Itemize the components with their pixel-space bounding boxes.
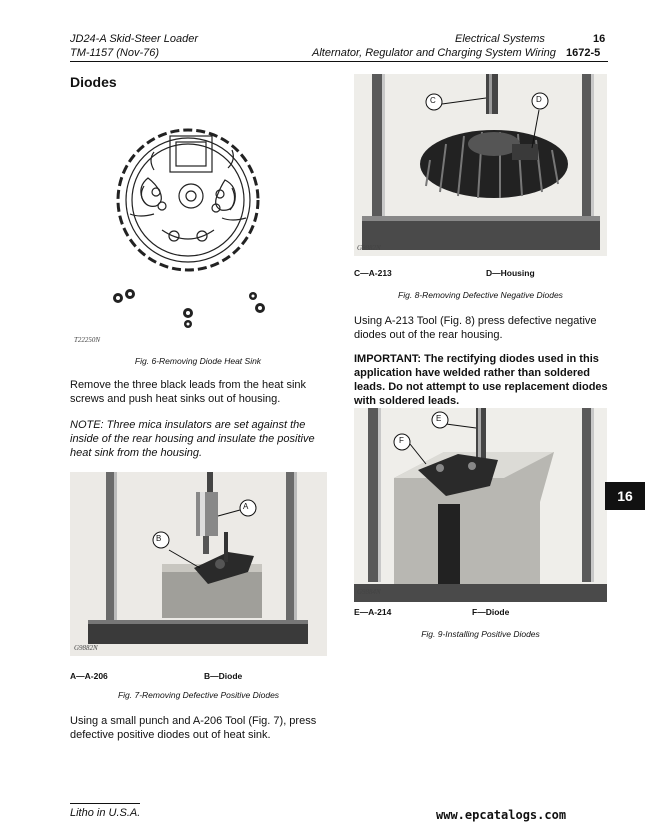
callout-f: F xyxy=(399,436,404,445)
header-manual: TM-1157 (Nov-76) xyxy=(70,47,160,59)
right-paragraph-1: Using A-213 Tool (Fig. 8) press defective negative diodes out of the rear housing. xyxy=(354,315,597,341)
fig9-photo xyxy=(354,408,607,602)
left-paragraph-1: Remove the three black leads from the heat sink screws and push heat sinks out of housing. xyxy=(70,379,307,405)
section-heading: Diodes xyxy=(70,74,117,90)
fig9-code: G9884N xyxy=(357,588,381,596)
header-subsection: Alternator, Regulator and Charging System Wiring xyxy=(312,47,556,59)
right-important: IMPORTANT: The rectifying diodes used in this application have welded rather than soldered leads. Do not attempt to use replacement diodes with soldered leads. xyxy=(354,353,608,407)
install-diode-photo xyxy=(354,408,607,602)
fig6-code: T22250N xyxy=(74,336,101,344)
fig7-caption: Fig. 7-Removing Defective Positive Diodes xyxy=(117,690,280,700)
header-rule xyxy=(70,61,608,62)
fig8-caption: Fig. 8-Removing Defective Negative Diodes xyxy=(398,290,563,300)
press-diode-heat-sink-photo xyxy=(70,472,327,656)
fig9-caption: Fig. 9-Installing Positive Diodes xyxy=(421,629,540,639)
fig8-legend-d: D—Housing xyxy=(486,268,535,278)
rear-housing-drawing xyxy=(70,118,310,346)
header-section: Electrical Systems xyxy=(455,33,545,45)
fig7-legend-b: B—Diode xyxy=(204,671,243,681)
footer-url[interactable]: www.epcatalogs.com xyxy=(436,808,567,822)
section-tab: 16 xyxy=(605,482,645,510)
callout-d: D xyxy=(536,95,542,104)
header-section-number: 16 xyxy=(593,33,606,45)
fig7-legend-a: A—A-206 xyxy=(70,671,108,681)
callout-b: B xyxy=(156,534,162,543)
callout-e: E xyxy=(436,414,442,423)
fig6-illustration xyxy=(70,118,310,346)
fig8-legend-c: C—A-213 xyxy=(354,268,392,278)
header-page: 1672-5 xyxy=(566,47,601,59)
fig7-photo xyxy=(70,472,327,656)
callout-c: C xyxy=(430,96,436,105)
fig8-photo xyxy=(354,74,607,256)
left-note: NOTE: Three mica insulators are set against the inside of the rear housing and insulate the positive heat sink from the housing. xyxy=(70,419,315,459)
fig6-caption: Fig. 6-Removing Diode Heat Sink xyxy=(134,356,262,366)
header-model: JD24-A Skid-Steer Loader xyxy=(70,33,198,45)
footer-rule xyxy=(70,803,140,804)
fig8-code: G9882N xyxy=(357,244,381,252)
callout-a: A xyxy=(243,502,249,511)
fig7-code: G9882N xyxy=(74,644,98,652)
fig9-legend-e: E—A-214 xyxy=(354,607,392,617)
press-rear-housing-photo xyxy=(354,74,607,256)
footer-litho: Litho in U.S.A. xyxy=(70,807,141,819)
left-paragraph-2: Using a small punch and A-206 Tool (Fig. 7), press defective positive diodes out of heat sink. xyxy=(70,715,317,741)
fig9-legend-f: F—Diode xyxy=(472,607,510,617)
